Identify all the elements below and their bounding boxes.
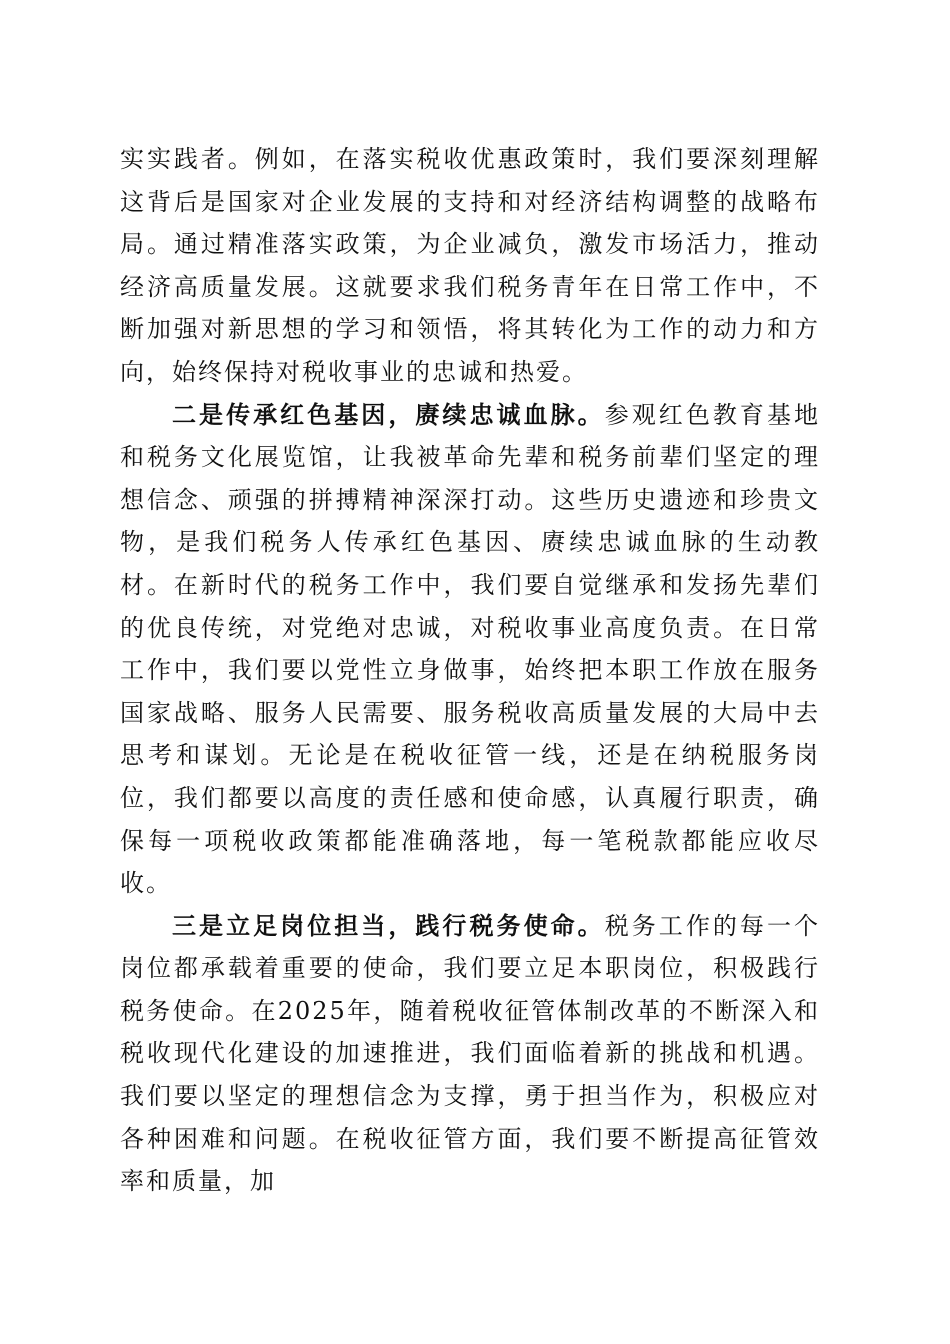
paragraph-red-gene bbox=[120, 394, 820, 905]
paragraph-lead-heading: 二是传承红色基因，赓续忠诚血脉。 bbox=[172, 399, 605, 429]
paragraph-text: 实实践者。例如，在落实税收优惠政策时，我们要深刻理解这背后是国家对企业发展的支持和对经济结构调整的战略布局。通过精准落实政策，为企业减负，激发市场活力，推动经济高质量发展。这就要求我们税务青年在日常工作中，不断加强对新思想的学习和领悟，将其转化为工作的动力和方向，始终保持对税收事业的忠诚和热爱。 bbox=[120, 145, 820, 386]
paragraph-text: 税务工作的每一个岗位都承载着重要的使命，我们要立足本职岗位，积极践行税务使命。在2025年，随着税收征管体制改革的不断深入和税收现代化建设的加速推进，我们面临着新的挑战和机遇。我们要以坚定的理想信念为支撑，勇于担当作为，积极应对各种困难和问题。在税收征管方面，我们要不断提高征管效率和质量，加 bbox=[120, 911, 821, 1196]
paragraph-post-mission bbox=[120, 905, 820, 1203]
document-body bbox=[120, 138, 820, 1203]
paragraph-continuation bbox=[120, 138, 820, 394]
paragraph-lead-heading: 三是立足岗位担当，践行税务使命。 bbox=[172, 910, 605, 940]
paragraph-text: 参观红色教育基地和税务文化展览馆，让我被革命先辈和税务前辈们坚定的理想信念、顽强的拼搏精神深深打动。这些历史遗迹和珍贵文物，是我们税务人传承红色基因、赓续忠诚血脉的生动教材。在新时代的税务工作中，我们要自觉继承和发扬先辈们的优良传统，对党绝对忠诚，对税收事业高度负责。在日常工作中，我们要以党性立身做事，始终把本职工作放在服务国家战略、服务人民需要、服务税收高质量发展的大局中去思考和谋划。无论是在税收征管一线，还是在纳税服务岗位，我们都要以高度的责任感和使命感，认真履行职责，确保每一项税收政策都能准确落地，每一笔税款都能应收尽收。 bbox=[120, 400, 821, 898]
